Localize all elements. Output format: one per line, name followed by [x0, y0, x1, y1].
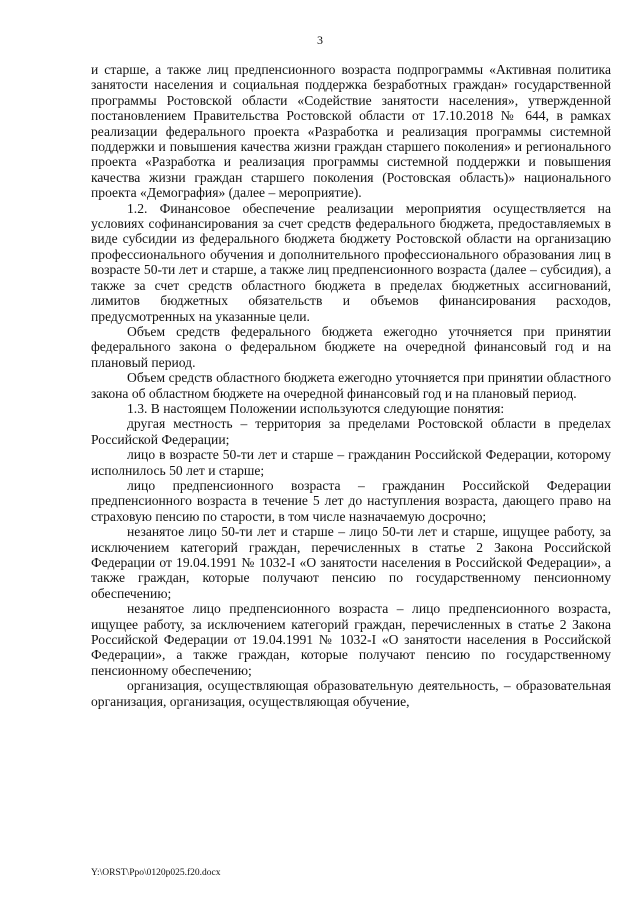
paragraph-regional-budget: Объем средств областного бюджета ежегодно уточняется при принятии областного закона об областном бюджете на очередной финансовый год и на плановый период.	[91, 370, 611, 401]
paragraph-1-2-financing: 1.2. Финансовое обеспечение реализации мероприятия осуществляется на условиях софинансирования за счет средств федерального бюджета, предоставляемых в виде субсидии из федерального бюджета бюджету Ростовской области на организацию профессионального обучения и дополнительного профессионального образования лиц в возрасте 50-ти лет и старше, а также лиц предпенсионного возраста (далее – субсидия), а также за счет средств областного бюджета в пределах бюджетных ассигнований, лимитов бюджетных обязательств и объемов финансирования расходов, предусмотренных на указанные цели.	[91, 200, 611, 324]
file-path-footer: Y:\ORST\Ppo\0120p025.f20.docx	[91, 868, 221, 878]
definition-unemployed-50-plus: незанятое лицо 50-ти лет и старше – лицо 50-ти лет и старше, ищущее работу, за исключением категорий граждан, перечисленных в статье 2 Закона Российской Федерации от 19.04.1991 № 1032-I «О занятости населения в Российской Федерации», а также граждан, которые получают пенсию по государственному пенсионному обеспечению;	[91, 524, 611, 601]
page-number: 3	[317, 33, 323, 47]
paragraph-1-3-definitions: 1.3. В настоящем Положении используются следующие понятия:	[127, 400, 505, 416]
definition-pre-retirement: лицо предпенсионного возраста – гражданин Российской Федерации предпенсионного возраста в течение 5 лет до наступления возраста, дающего право на страховую пенсию по старости, в том числе назначаемую досрочно;	[91, 477, 611, 524]
paragraph-federal-budget: Объем средств федерального бюджета ежегодно уточняется при принятии федерального закона о федеральном бюджете на очередной финансовый год и на плановый период.	[91, 323, 611, 370]
definition-educational-organization: организация, осуществляющая образовательную деятельность, – образовательная организация, организация, осуществляющая обучение,	[91, 678, 611, 709]
definition-person-50-plus: лицо в возрасте 50-ти лет и старше – гражданин Российской Федерации, которому исполнилось 50 лет и старше;	[91, 447, 611, 478]
document-body	[91, 62, 611, 709]
definition-other-locality: другая местность – территория за пределами Ростовской области в пределах Российской Федерации;	[91, 416, 611, 447]
paragraph-intro-continuation: и старше, а также лиц предпенсионного возраста подпрограммы «Активная политика занятости населения и социальная поддержка безработных граждан» государственной программы Ростовской области «Содействие занятости населения», утвержденной постановлением Правительства Ростовской области от 17.10.2018 № 644, в рамках реализации федерального проекта «Разработка и реализация программы системной поддержки и повышения качества жизни граждан старшего поколения» и регионального проекта «Разработка и реализация программы системной поддержки и повышения качества жизни граждан старшего поколения (Ростовская область)» национального проекта «Демография» (далее – мероприятие).	[91, 62, 611, 201]
definition-unemployed-pre-retirement: незанятое лицо предпенсионного возраста – лицо предпенсионного возраста, ищущее работу, за исключением категорий граждан, перечисленных в статье 2 Закона Российской Федерации от 19.04.1991 № 1032-I «О занятости населения в Российской Федерации», а также граждан, которые получают пенсию по государственному пенсионному обеспечению;	[91, 601, 611, 678]
